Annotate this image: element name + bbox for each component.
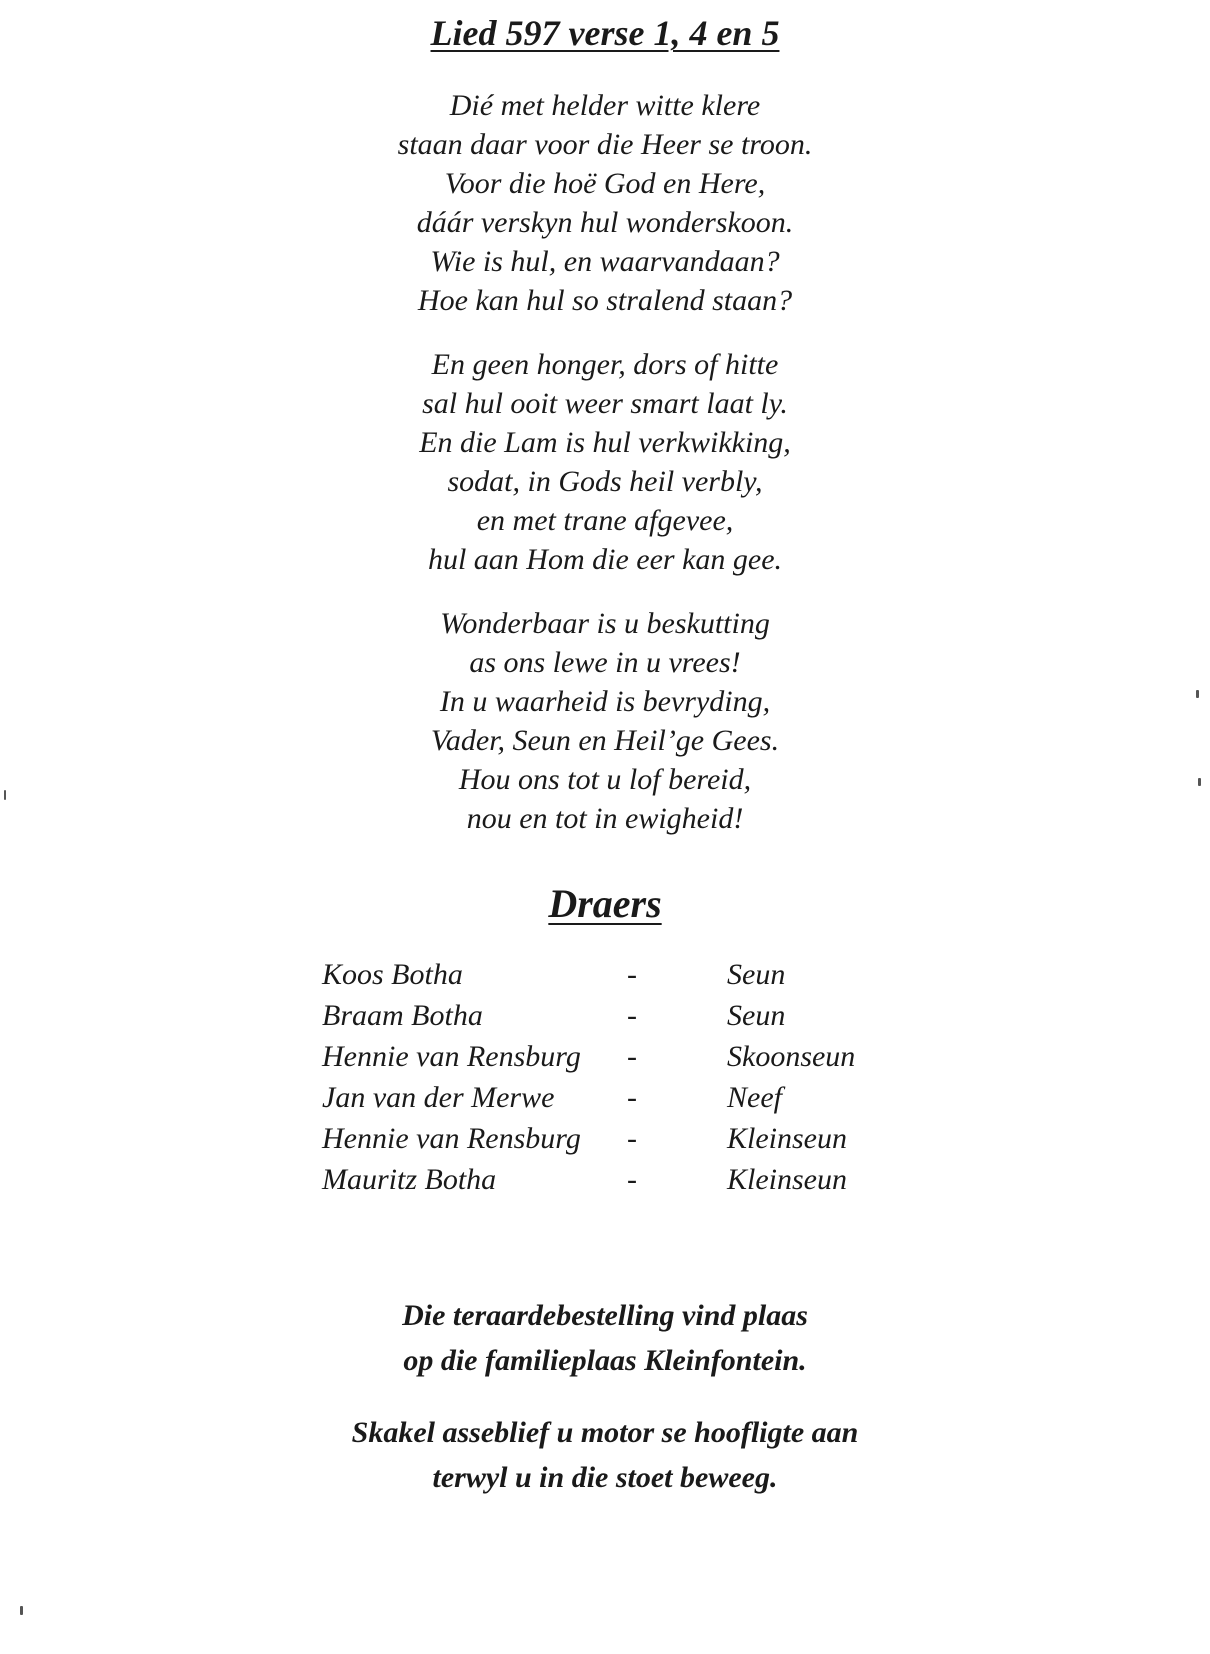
pallbearer-relation: Seun (727, 999, 786, 1032)
pallbearer-relation: Skoonseun (727, 1040, 856, 1073)
pallbearer-name: Braam Botha (322, 999, 483, 1032)
pallbearers-title (0, 880, 1210, 927)
verse-line: Voor die hoë God en Here, (444, 167, 766, 200)
pallbearer-row (322, 999, 902, 1040)
notice-line: Skakel asseblief u motor se hoofligte aan (351, 1416, 859, 1449)
pallbearer-name: Hennie van Rensburg (322, 1122, 581, 1155)
verse-line: as ons lewe in u vrees! (469, 646, 741, 679)
pallbearer-dash: - (627, 1122, 637, 1155)
scan-speck (20, 1606, 23, 1615)
verse-line: sodat, in Gods heil verbly, (447, 465, 763, 498)
pallbearer-dash: - (627, 999, 637, 1032)
verse-line: Wie is hul, en waarvandaan? (430, 245, 780, 278)
notice-line: op die familieplaas Kleinfontein. (403, 1344, 807, 1377)
pallbearer-row (322, 1122, 902, 1163)
verse-2 (0, 345, 1210, 579)
verse-line: dáár verskyn hul wonderskoon. (416, 206, 794, 239)
pallbearers-title-text: Draers (548, 881, 662, 926)
pallbearer-dash: - (627, 1081, 637, 1114)
headlights-notice (0, 1410, 1210, 1500)
verse-line: en met trane afgevee, (476, 504, 734, 537)
verse-1 (0, 86, 1210, 320)
pallbearer-name: Hennie van Rensburg (322, 1040, 581, 1073)
verse-line: hul aan Hom die eer kan gee. (427, 543, 783, 576)
verse-line: Hou ons tot u lof bereid, (458, 763, 752, 796)
verse-line: En die Lam is hul verkwikking, (419, 426, 791, 459)
verse-line: Vader, Seun en Heil’ge Gees. (430, 724, 780, 757)
scan-speck (1198, 778, 1201, 786)
pallbearer-name: Koos Botha (322, 958, 463, 991)
pallbearer-dash: - (627, 1163, 637, 1196)
pallbearer-row (322, 1081, 902, 1122)
pallbearer-row (322, 1163, 902, 1204)
pallbearer-dash: - (627, 958, 637, 991)
verse-line: Dié met helder witte klere (449, 89, 761, 122)
verse-line: staan daar voor die Heer se troon. (397, 128, 813, 161)
verse-3 (0, 604, 1210, 838)
pallbearer-dash: - (627, 1040, 637, 1073)
scan-speck (1196, 690, 1199, 698)
pallbearer-name: Jan van der Merwe (322, 1081, 555, 1114)
verse-line: nou en tot in ewigheid! (466, 802, 744, 835)
pallbearer-relation: Kleinseun (727, 1122, 847, 1155)
notice-line: Die teraardebestelling vind plaas (402, 1299, 808, 1332)
hymn-title-text: Lied 597 verse 1, 4 en 5 (430, 13, 780, 53)
pallbearer-row (322, 1040, 902, 1081)
notice-line: terwyl u in die stoet beweeg. (432, 1461, 778, 1494)
scan-speck (4, 790, 6, 800)
pallbearer-name: Mauritz Botha (322, 1163, 497, 1196)
pallbearer-relation: Neef (727, 1081, 782, 1114)
verse-line: En geen honger, dors of hitte (431, 348, 779, 381)
verse-line: Wonderbaar is u beskutting (440, 607, 770, 640)
pallbearers-table (322, 958, 902, 1204)
pallbearer-relation: Seun (727, 958, 786, 991)
pallbearer-row (322, 958, 902, 999)
verse-line: In u waarheid is bevryding, (439, 685, 771, 718)
verse-line: Hoe kan hul so stralend staan? (417, 284, 793, 317)
pallbearer-relation: Kleinseun (727, 1163, 847, 1196)
verse-line: sal hul ooit weer smart laat ly. (422, 387, 788, 420)
hymn-title (0, 12, 1210, 54)
burial-notice (0, 1293, 1210, 1383)
